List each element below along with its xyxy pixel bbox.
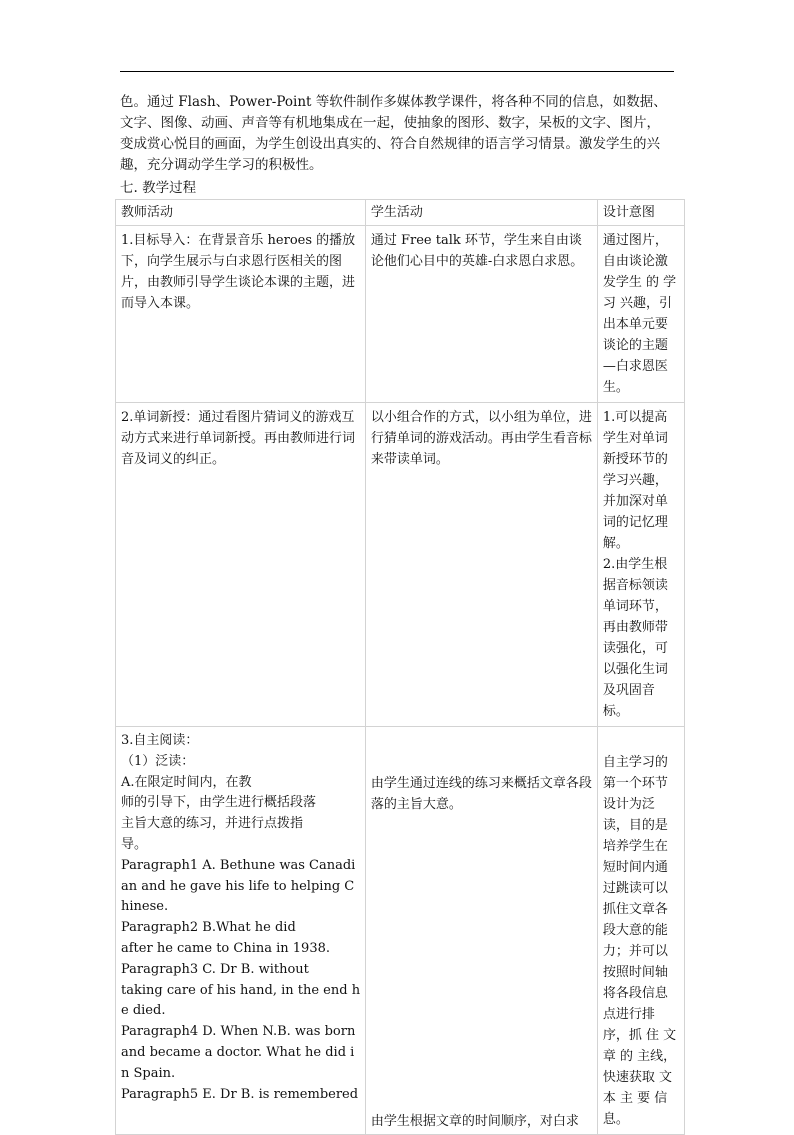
table-header-row: [116, 200, 685, 226]
teacher-activity-cell: 2.单词新授：通过看图片猜词义的游戏互动方式来进行单词新授。再由教师进行词音及词义的纠正。: [116, 403, 366, 727]
teacher-activity-cell: 3.自主阅读： （1）泛读： A.在限定时间内，在教 师的引导下，由学生进行概括段落 主旨大意的练习，并进行点拨指 导。 Paragraph1 A. Bethune was Canadian and he gave his life to helping Chinese. Paragraph2 B.What he did after he came to China in 1938. Paragraph3 C. Dr B. without taking care of his hand, in the end he died. Paragraph4 D. When N.B. was born and became a doctor. What he did in Spain. Paragraph5 E. Dr B. is remembered: [116, 727, 366, 1135]
intro-paragraph: 色。通过 Flash、Power-Point 等软件制作多媒体教学课件，将各种不同的信息，如数据、 文字、图像、动画、声音等有机地集成在一起，使抽象的图形、数字，呆板的文字、图片， 变成赏心悦目的画面，为学生创设出真实的、符合自然规律的语言学习情景。激发学生的兴 趣，充分调动学生学习的积极性。: [120, 94, 667, 173]
design-intent-cell: 1.可以提高学生对单词新授环节的学习兴趣，并加深对单词的记忆理解。 2.由学生根据音标领读单词环节，再由教师带读强化，可以强化生词及巩固音标。: [597, 403, 684, 727]
student-activity-continued-text: 由学生根据文章的时间顺序，对白求: [370, 1114, 579, 1129]
student-activity-cell: 通过 Free talk 环节，学生来自由谈论他们心目中的英雄-白求恩白求恩。: [365, 226, 597, 403]
section-title: 七. 教学过程: [120, 180, 197, 196]
student-activity-cell: 以小组合作的方式，以小组为单位，进行猜单词的游戏活动。再由学生看音标来带读单词。: [365, 403, 597, 727]
table-row: [116, 226, 685, 403]
design-intent-cell: 自主学习的第一个环节设计为泛读，目的是培养学生在短时间内通过跳读可以抓住文章各段大意的能力；并可以按照时间轴将各段信息点进行排序，抓 住 文 章 的 主线，快速获取 文 本 主 要 信息。: [597, 727, 684, 1135]
student-activity-text: 由学生通过连线的练习来概括文章各段落的主旨大意。: [370, 776, 592, 812]
header-teacher-activity: 教师活动: [116, 200, 366, 226]
table-row: [116, 403, 685, 727]
teaching-process-table: [115, 199, 685, 1135]
table-row: [116, 727, 685, 1135]
design-intent-cell: 通过图片，自由谈论激发学生 的 学 习 兴趣，引出本单元要谈论的主题—白求恩医生。: [597, 226, 684, 403]
header-rule: [120, 71, 674, 72]
header-design-intent: 设计意图: [597, 200, 684, 226]
teacher-activity-cell: 1.目标导入：在背景音乐 heroes 的播放下，向学生展示与白求恩行医相关的图片，由教师引导学生谈论本课的主题，进而导入本课。: [116, 226, 366, 403]
student-activity-cell: [365, 727, 597, 1135]
header-student-activity: 学生活动: [365, 200, 597, 226]
